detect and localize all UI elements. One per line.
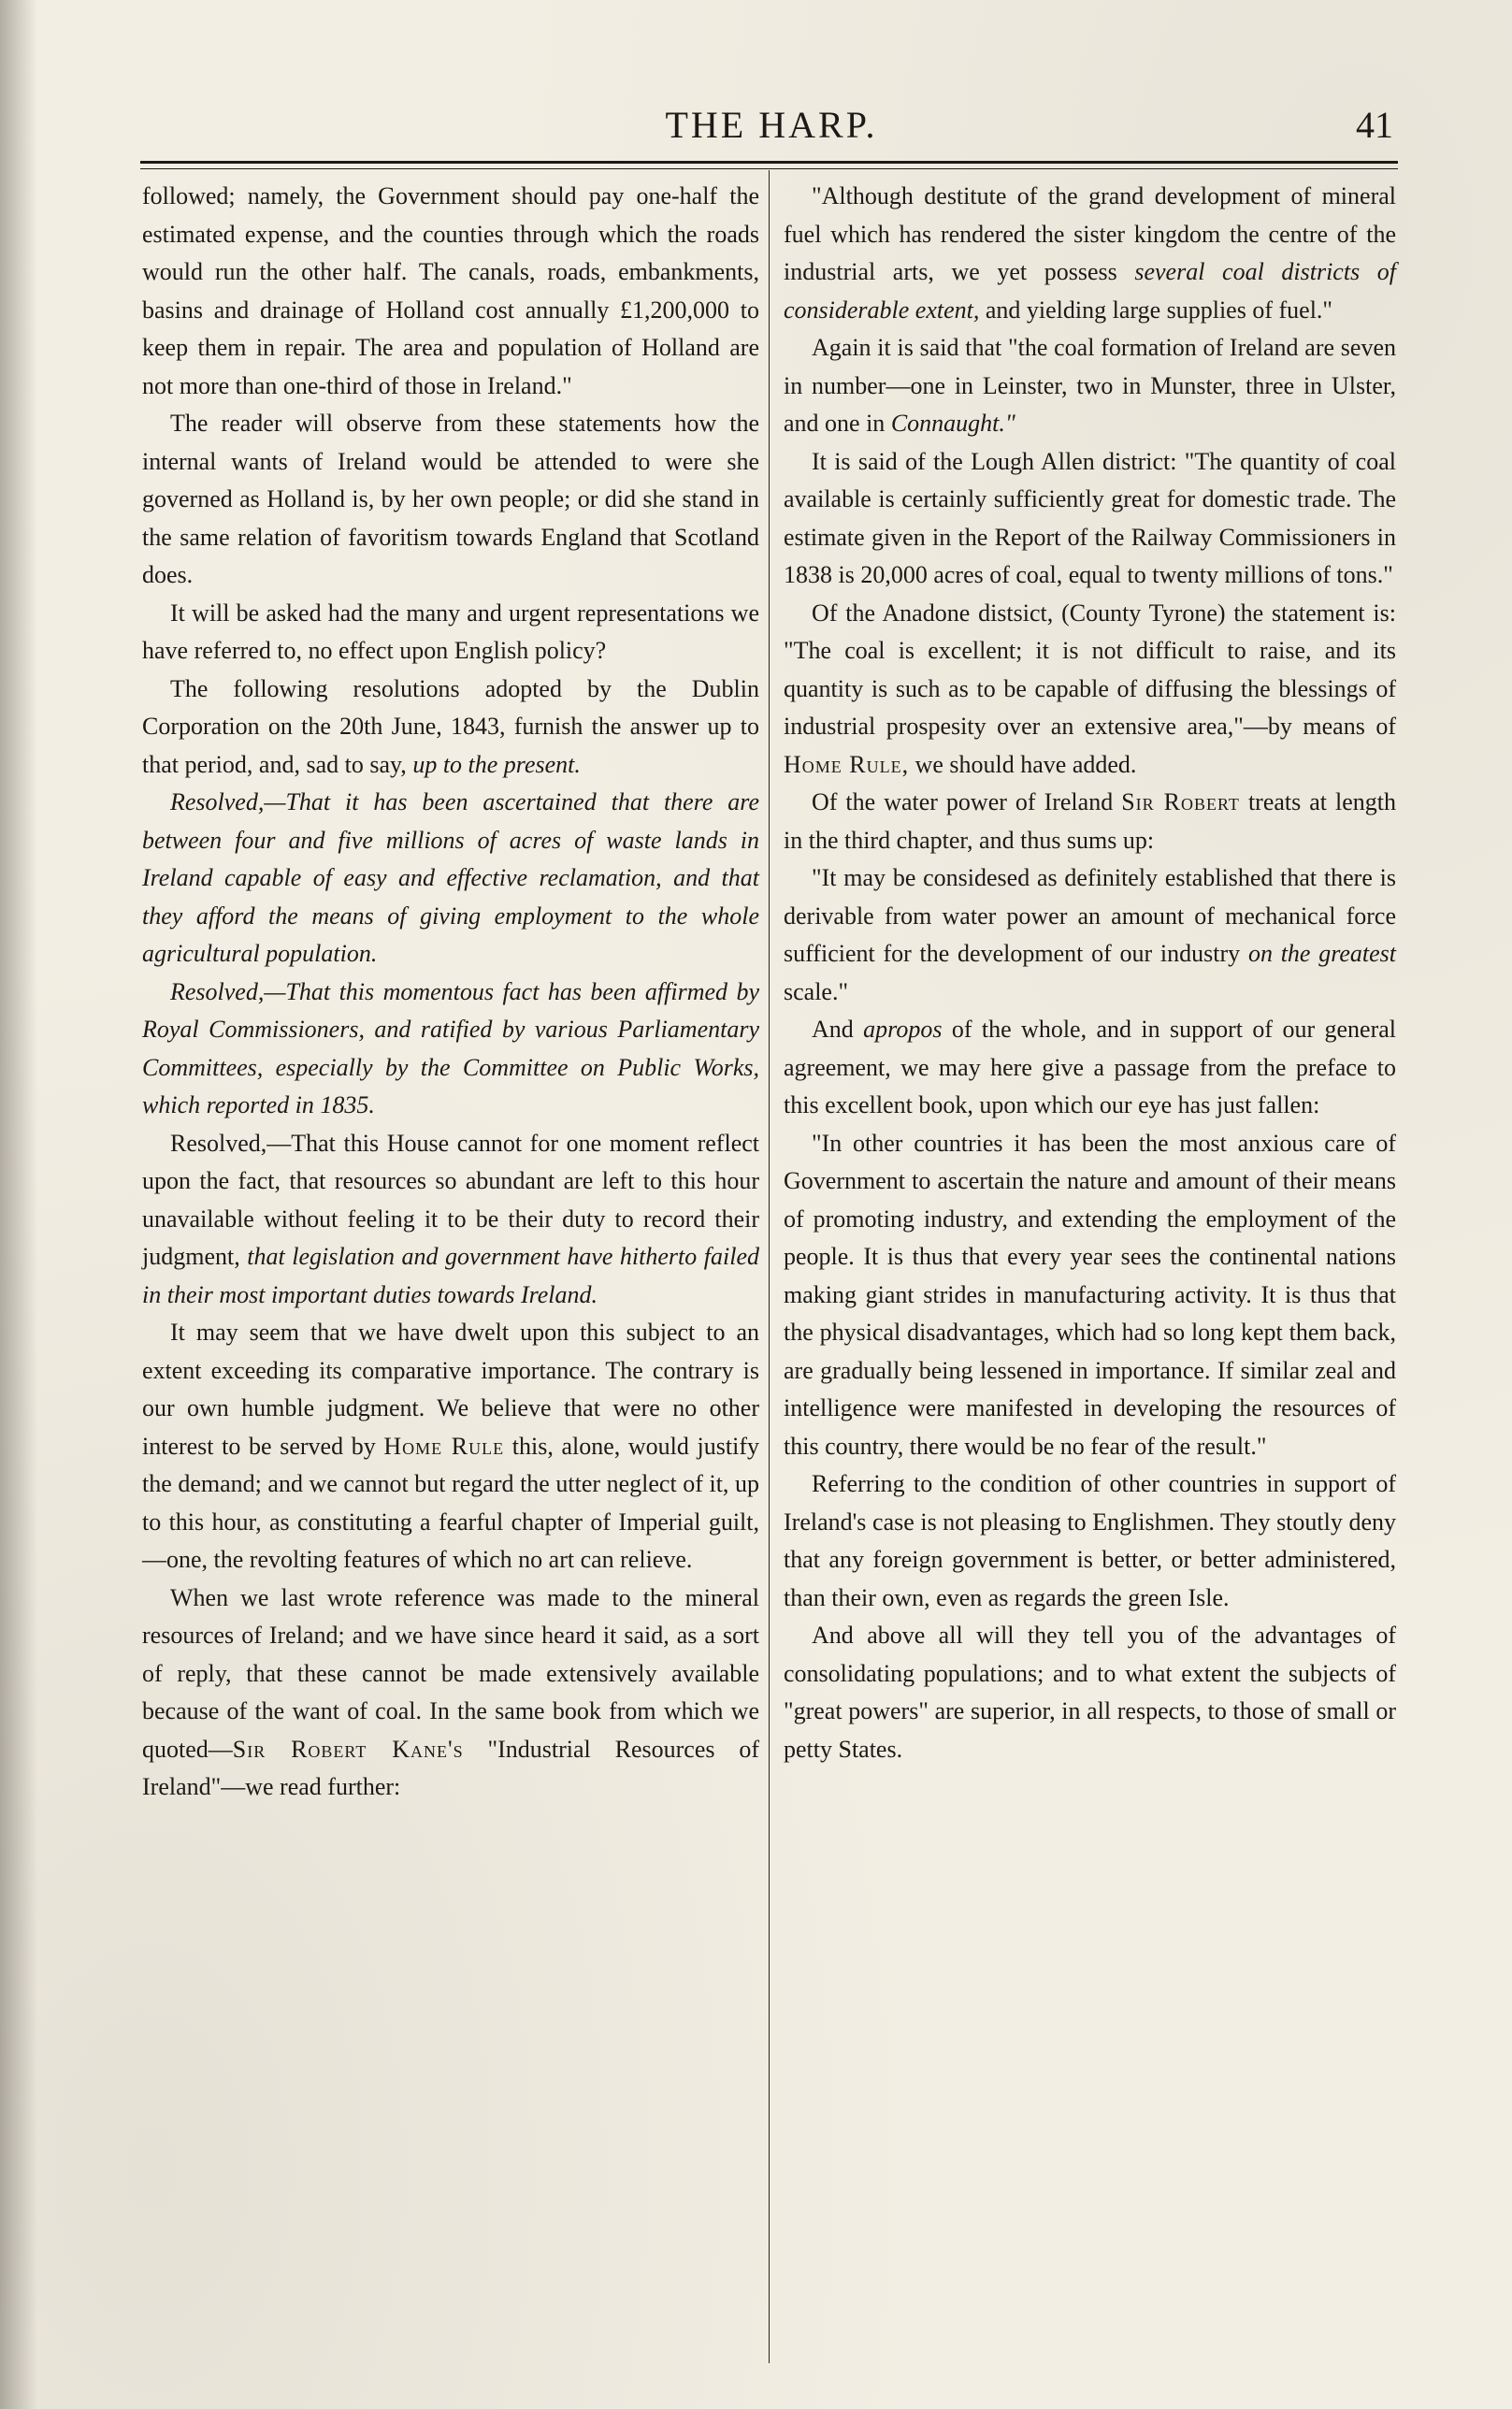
italic-phrase: up to the present. <box>412 750 581 778</box>
home-rule-smallcaps: Home Rule, <box>784 750 910 778</box>
paragraph: When we last wrote reference was made to the mineral resources of Ireland; and we have since heard it said, as a sort of reply, that these cannot be made extensively available because of the want of coal. In the same book from which we quoted—Sir Robert Kane's "Industrial Resources of Ireland"—we read further: <box>142 1583 760 1800</box>
quote-paragraph: "It may be considesed as definitely established that there is derivable from water power an amount of mechanical force sufficient for the development of our industry on the greatest scale." <box>784 864 1397 1005</box>
left-column <box>142 178 759 1807</box>
column-divider <box>769 170 770 2363</box>
paragraph: Referring to the condition of other countries in support of Ireland's case is not pleasing to Englishmen. They stoutly deny that any foreign government is better, or better administered, than their own, even as regards the green Isle. <box>784 1470 1396 1611</box>
publication-title: THE HARP. <box>665 104 878 146</box>
italic-phrase: several coal districts of considerable extent, <box>784 258 1397 324</box>
paragraph: It will be asked had the many and urgent representations we have referred to, no effect upon English policy? <box>142 599 759 664</box>
quote-paragraph: "Although destitute of the grand development of mineral fuel which has rendered the sister kingdom the centre of the industrial arts, we yet possess several coal districts of considerable extent, and yielding large supplies of fuel." <box>784 182 1397 324</box>
author-smallcaps: Sir Robert Kane's <box>232 1735 464 1763</box>
paragraph: The reader will observe from these statements how the internal wants of Ireland would be attended to were she governed as Holland is, by her own people; or did she stand in the same relation of favoritism towards England that Scotland does. <box>142 410 759 588</box>
page-edge-shadow <box>0 0 37 2409</box>
paragraph: And apropos of the whole, and in support of our general agreement, we may here give a passage from the preface to this excellent book, upon which our eye has just fallen: <box>784 1016 1396 1118</box>
header-rule-thin <box>140 168 1398 169</box>
paragraph: It may seem that we have dwelt upon this subject to an extent exceeding its comparative importance. The contrary is our own humble judgment. We believe that were no other interest to be served by Home Rule this, alone, would justify the demand; and we cannot but regard the utter neglect of it, up to this hour, as constituting a fearful chapter of Imperial guilt,—one, the revolting features of which no art can relieve. <box>142 1319 759 1573</box>
paragraph: The following resolutions adopted by the Dublin Corporation on the 20th June, 1843, furnish the answer up to that period, and, sad to say, up to the present. <box>142 674 759 778</box>
paragraph: Again it is said that "the coal formation of Ireland are seven in number—one in Leinster, two in Munster, three in Ulster, and one in Connaught." <box>784 334 1396 437</box>
quote-paragraph: "In other countries it has been the most anxious care of Government to ascertain the nature and amount of their means of promoting industry, and extending the employment of the people. It is thus that every year sees the continental nations making giant strides in manufacturing activity. It is thus that the physical disadvantages, which had so long kept them back, are gradually being lessened in importance. If similar zeal and intelligence were manifested in developing the resources of this country, there would be no fear of the result." <box>784 1129 1396 1460</box>
resolution: Resolved,—That it has been ascertained that there are between four and five millions of acres of waste lands in Ireland capable of easy and effective reclamation, and that they afford the means of giving employment to the whole agricultural population. <box>142 788 759 967</box>
page-header <box>150 103 1393 159</box>
resolution: Resolved,—That this House cannot for one moment reflect upon the fact, that resources so abundant are left to this hour unavailable without feeling it to be their duty to record their judgment, that legislation and government have hitherto failed in their most important duties towards Ireland. <box>142 1129 759 1308</box>
italic-phrase: Connaught." <box>890 410 1015 437</box>
paragraph: Of the Anadone distsict, (County Tyrone) the statement is: "The coal is excellent; it is not difficult to raise, and its quantity is such as to be capable of diffusing the blessings of industrial prospesity over an extensive area,"—by means of Home Rule, we should have added. <box>784 599 1396 778</box>
paragraph: And above all will they tell you of the advantages of consolidating populations; and to what extent the subjects of "great powers" are superior, in all respects, to those of small or petty States. <box>784 1622 1396 1763</box>
italic-phrase: that legislation and government have hitherto failed in their most important duties towards Ireland. <box>142 1243 759 1308</box>
header-rule-thick <box>140 161 1398 164</box>
paragraph: followed; namely, the Government should pay one-half the estimated expense, and the counties through which the roads would run the other half. The canals, roads, embankments, basins and drainage of Holland cost annually £1,200,000 to keep them in repair. The area and population of Holland are not more than one-third of those in Ireland." <box>142 182 759 399</box>
resolution: Resolved,—That this momentous fact has been affirmed by Royal Commissioners, and ratified by various Parliamentary Committees, especially by the Committee on Public Works, which reported in 1835. <box>142 977 759 1118</box>
italic-phrase: on the greatest <box>1247 940 1397 967</box>
right-column <box>784 178 1396 1768</box>
home-rule-smallcaps: Home Rule <box>383 1432 505 1460</box>
page-number: 41 <box>1356 104 1393 146</box>
italic-phrase: apropos <box>863 1016 943 1043</box>
paragraph: Of the water power of Ireland Sir Robert treats at length in the third chapter, and thus sums up: <box>784 788 1396 854</box>
author-smallcaps: Sir Robert <box>1121 788 1240 815</box>
paragraph: It is said of the Lough Allen district: "The quantity of coal available is certainly sufficiently great for domestic trade. The estimate given in the Report of the Railway Commissioners in 1838 is 20,000 acres of coal, equal to twenty millions of tons." <box>784 447 1396 588</box>
